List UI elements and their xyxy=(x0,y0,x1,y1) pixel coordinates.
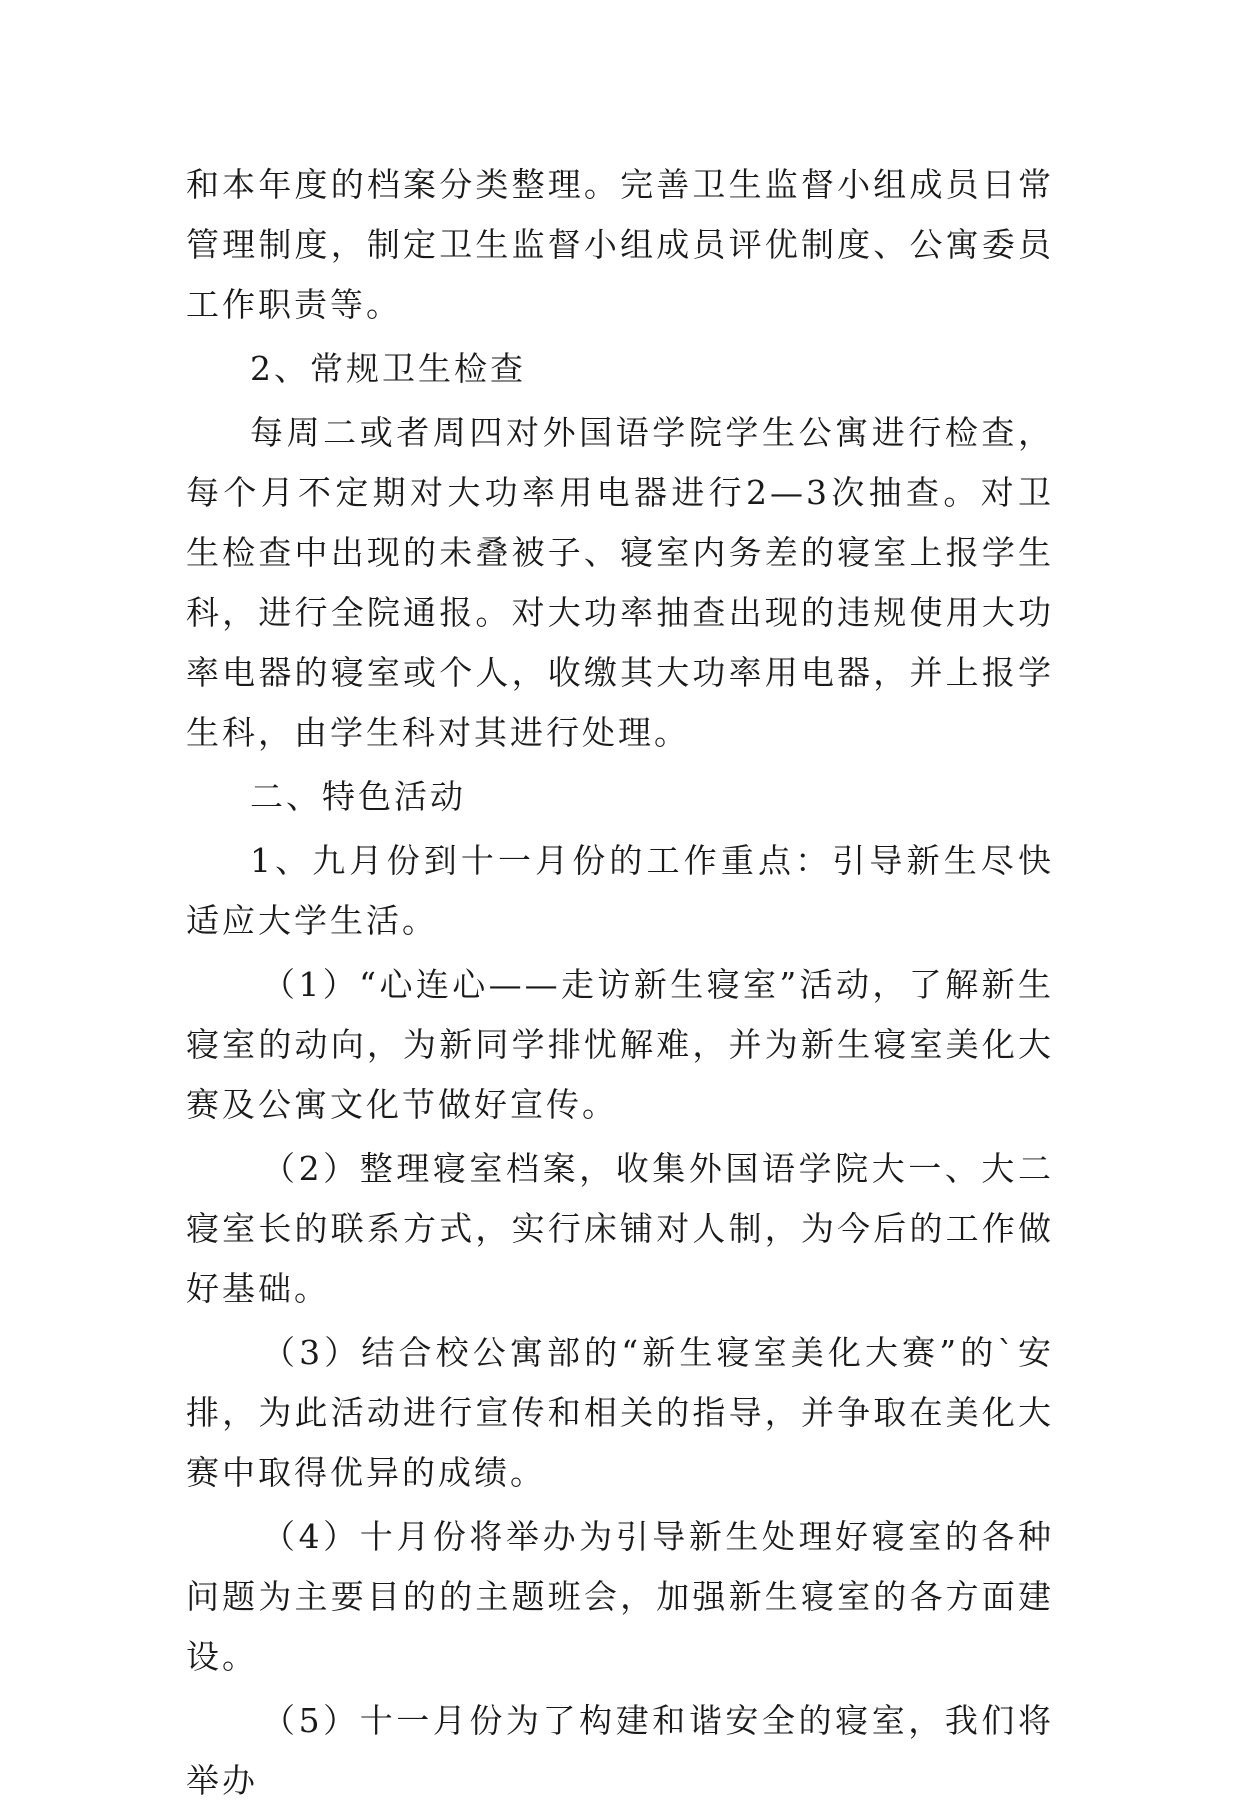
document-body xyxy=(186,155,1054,1811)
list-item-4: （4）十月份将举办为引导新生处理好寝室的各种问题为主要目的的主题班会，加强新生寝室的各方面建设。 xyxy=(186,1517,1054,1676)
heading-special-activities: 二、特色活动 xyxy=(250,777,466,816)
list-item-2: （2）整理寝室档案，收集外国语学院大一、大二寝室长的联系方式，实行床铺对人制，为今后的工作做好基础。 xyxy=(186,1149,1054,1308)
list-item-5: （5）十一月份为了构建和谐安全的寝室，我们将举办 xyxy=(186,1701,1054,1800)
list-item-1: （1）“心连心——走访新生寝室”活动，了解新生寝室的动向，为新同学排忧解难，并为新生寝室美化大赛及公寓文化节做好宣传。 xyxy=(186,965,1054,1124)
list-item-3: （3）结合校公寓部的“新生寝室美化大赛”的`安排，为此活动进行宣传和相关的指导，并争取在美化大赛中取得优异的成绩。 xyxy=(186,1333,1054,1492)
paragraph-sept-nov-focus: 1、九月份到十一月份的工作重点：引导新生尽快适应大学生活。 xyxy=(186,841,1054,940)
paragraph-archive-management: 和本年度的档案分类整理。完善卫生监督小组成员日常管理制度，制定卫生监督小组成员评优制度、公寓委员工作职责等。 xyxy=(186,165,1054,324)
heading-routine-hygiene-check: 2、常规卫生检查 xyxy=(250,349,526,388)
paragraph-weekly-inspection: 每周二或者周四对外国语学院学生公寓进行检查，每个月不定期对大功率用电器进行2—3次抽查。对卫生检查中出现的未叠被子、寝室内务差的寝室上报学生科，进行全院通报。对大功率抽查出现的违规使用大功率电器的寝室或个人，收缴其大功率用电器，并上报学生科，由学生科对其进行处理。 xyxy=(186,413,1054,752)
